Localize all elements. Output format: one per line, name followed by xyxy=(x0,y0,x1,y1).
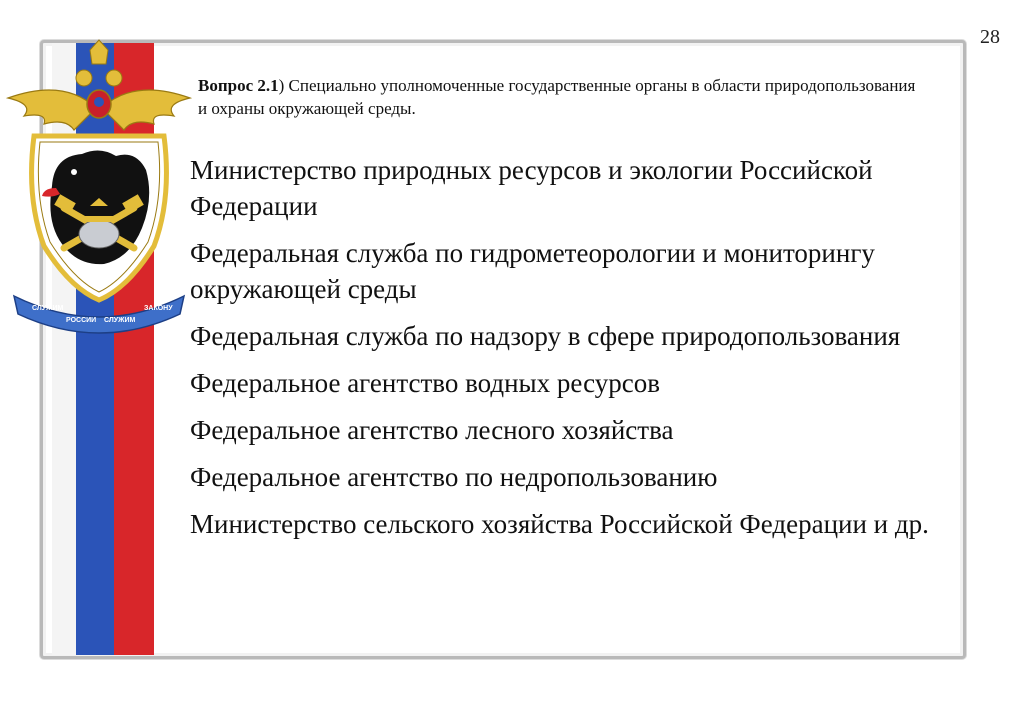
ribbon-text-2: РОССИИ xyxy=(66,317,97,324)
question-label: Вопрос 2.1 xyxy=(198,76,279,95)
list-item: Федеральное агентство водных ресурсов xyxy=(190,368,660,398)
list-item: Федеральная служба по надзору в сфере природопользования xyxy=(190,321,901,351)
ribbon-text-4: ЗАКОНУ xyxy=(144,305,173,312)
list-item: Федеральная служба по гидрометеорологии и мониторингу окружающей среды xyxy=(190,238,875,304)
list-item: Министерство сельского хозяйства Российской Федерации и др. xyxy=(190,509,929,539)
list-item: Министерство природных ресурсов и экологии Российской Федерации xyxy=(190,155,873,221)
ribbon-text-1: СЛУЖИМ xyxy=(32,305,64,312)
eagle-right-wing xyxy=(102,90,190,130)
list-item: Федеральное агентство лесного хозяйства xyxy=(190,415,674,445)
eagle-head-right xyxy=(106,70,122,86)
page-number: 28 xyxy=(980,26,1000,48)
list-item: Федеральное агентство по недропользованию xyxy=(190,462,718,492)
agency-list xyxy=(190,152,930,553)
question-text: ) Специально уполномоченные государственные органы в области природопользования и охраны окружающей среды. xyxy=(198,76,916,118)
eagle-head-left xyxy=(76,70,92,86)
ribbon-text-3: СЛУЖИМ xyxy=(104,317,136,324)
helmet xyxy=(79,220,119,248)
eagle-left-wing xyxy=(8,90,96,130)
eagle-crown xyxy=(90,40,108,64)
question-heading xyxy=(198,74,918,120)
police-emblem-icon xyxy=(4,38,194,338)
